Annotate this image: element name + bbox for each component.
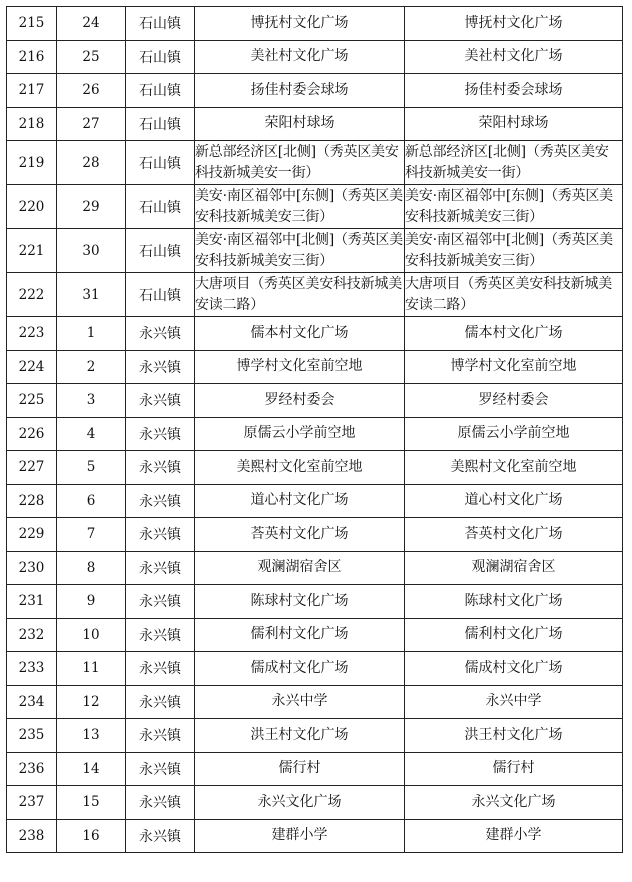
row-number-cell: 10 xyxy=(57,618,126,652)
row-number-cell: 9 xyxy=(57,585,126,619)
table-row xyxy=(7,317,623,351)
location-cell: 博学村文化室前空地 xyxy=(195,350,405,384)
town-cell: 永兴镇 xyxy=(126,518,195,552)
table-row xyxy=(7,518,623,552)
row-index-cell: 234 xyxy=(7,685,57,719)
row-index-cell: 215 xyxy=(7,7,57,41)
location-detail-cell: 扬佳村委会球场 xyxy=(405,74,623,108)
location-detail-cell: 儒成村文化广场 xyxy=(405,652,623,686)
table-row xyxy=(7,685,623,719)
location-detail-cell: 美安·南区福邻中[北侧]（秀英区美安科技新城美安三街） xyxy=(405,229,623,273)
table-row xyxy=(7,384,623,418)
town-cell: 石山镇 xyxy=(126,7,195,41)
table-row xyxy=(7,74,623,108)
table-row xyxy=(7,752,623,786)
location-detail-cell: 原儒云小学前空地 xyxy=(405,417,623,451)
row-number-cell: 12 xyxy=(57,685,126,719)
town-cell: 永兴镇 xyxy=(126,786,195,820)
location-detail-cell: 荅英村文化广场 xyxy=(405,518,623,552)
row-index-cell: 235 xyxy=(7,719,57,753)
location-cell: 美社村文化广场 xyxy=(195,40,405,74)
location-detail-cell: 永兴文化广场 xyxy=(405,786,623,820)
row-number-cell: 1 xyxy=(57,317,126,351)
location-cell: 洪王村文化广场 xyxy=(195,719,405,753)
location-cell: 原儒云小学前空地 xyxy=(195,417,405,451)
table-row xyxy=(7,618,623,652)
location-cell: 儒行村 xyxy=(195,752,405,786)
row-index-cell: 228 xyxy=(7,484,57,518)
row-number-cell: 27 xyxy=(57,107,126,141)
row-index-cell: 232 xyxy=(7,618,57,652)
table-row xyxy=(7,451,623,485)
table-row xyxy=(7,40,623,74)
table-row xyxy=(7,185,623,229)
row-index-cell: 238 xyxy=(7,819,57,853)
row-number-cell: 15 xyxy=(57,786,126,820)
row-number-cell: 3 xyxy=(57,384,126,418)
table-row xyxy=(7,141,623,185)
location-detail-cell: 建群小学 xyxy=(405,819,623,853)
row-index-cell: 225 xyxy=(7,384,57,418)
location-detail-cell: 博抚村文化广场 xyxy=(405,7,623,41)
row-index-cell: 237 xyxy=(7,786,57,820)
row-index-cell: 224 xyxy=(7,350,57,384)
town-cell: 永兴镇 xyxy=(126,719,195,753)
table-row xyxy=(7,484,623,518)
town-cell: 永兴镇 xyxy=(126,384,195,418)
location-cell: 永兴文化广场 xyxy=(195,786,405,820)
row-number-cell: 16 xyxy=(57,819,126,853)
row-index-cell: 236 xyxy=(7,752,57,786)
location-cell: 荅英村文化广场 xyxy=(195,518,405,552)
location-cell: 博抚村文化广场 xyxy=(195,7,405,41)
row-number-cell: 5 xyxy=(57,451,126,485)
row-number-cell: 25 xyxy=(57,40,126,74)
location-detail-cell: 洪王村文化广场 xyxy=(405,719,623,753)
town-cell: 永兴镇 xyxy=(126,451,195,485)
location-detail-cell: 美熙村文化室前空地 xyxy=(405,451,623,485)
location-detail-cell: 罗经村委会 xyxy=(405,384,623,418)
town-cell: 永兴镇 xyxy=(126,685,195,719)
row-number-cell: 26 xyxy=(57,74,126,108)
location-cell: 美熙村文化室前空地 xyxy=(195,451,405,485)
town-cell: 石山镇 xyxy=(126,185,195,229)
row-number-cell: 8 xyxy=(57,551,126,585)
row-index-cell: 229 xyxy=(7,518,57,552)
row-index-cell: 219 xyxy=(7,141,57,185)
row-index-cell: 217 xyxy=(7,74,57,108)
row-index-cell: 222 xyxy=(7,273,57,317)
table-row xyxy=(7,273,623,317)
row-index-cell: 231 xyxy=(7,585,57,619)
town-cell: 永兴镇 xyxy=(126,417,195,451)
location-detail-cell: 永兴中学 xyxy=(405,685,623,719)
town-cell: 石山镇 xyxy=(126,141,195,185)
town-cell: 永兴镇 xyxy=(126,317,195,351)
table-row xyxy=(7,551,623,585)
row-index-cell: 218 xyxy=(7,107,57,141)
row-index-cell: 216 xyxy=(7,40,57,74)
table-row xyxy=(7,652,623,686)
table-row xyxy=(7,7,623,41)
row-number-cell: 7 xyxy=(57,518,126,552)
location-cell: 儒本村文化广场 xyxy=(195,317,405,351)
table-row xyxy=(7,585,623,619)
row-index-cell: 221 xyxy=(7,229,57,273)
location-detail-cell: 儒行村 xyxy=(405,752,623,786)
row-index-cell: 230 xyxy=(7,551,57,585)
location-cell: 儒成村文化广场 xyxy=(195,652,405,686)
row-number-cell: 14 xyxy=(57,752,126,786)
table-row xyxy=(7,819,623,853)
location-detail-cell: 道心村文化广场 xyxy=(405,484,623,518)
row-number-cell: 29 xyxy=(57,185,126,229)
town-cell: 永兴镇 xyxy=(126,819,195,853)
location-cell: 扬佳村委会球场 xyxy=(195,74,405,108)
location-cell: 大唐项目（秀英区美安科技新城美安读二路） xyxy=(195,273,405,317)
row-index-cell: 226 xyxy=(7,417,57,451)
town-cell: 永兴镇 xyxy=(126,551,195,585)
location-cell: 美安·南区福邻中[东侧]（秀英区美安科技新城美安三街） xyxy=(195,185,405,229)
table-row xyxy=(7,107,623,141)
town-cell: 石山镇 xyxy=(126,74,195,108)
row-number-cell: 28 xyxy=(57,141,126,185)
location-detail-cell: 荣阳村球场 xyxy=(405,107,623,141)
location-detail-cell: 儒本村文化广场 xyxy=(405,317,623,351)
location-cell: 新总部经济区[北侧]（秀英区美安科技新城美安一街） xyxy=(195,141,405,185)
row-number-cell: 2 xyxy=(57,350,126,384)
row-number-cell: 30 xyxy=(57,229,126,273)
location-detail-cell: 大唐项目（秀英区美安科技新城美安读二路） xyxy=(405,273,623,317)
town-cell: 永兴镇 xyxy=(126,752,195,786)
location-cell: 道心村文化广场 xyxy=(195,484,405,518)
venue-table-body xyxy=(7,7,623,853)
town-cell: 石山镇 xyxy=(126,107,195,141)
location-cell: 美安·南区福邻中[北侧]（秀英区美安科技新城美安三街） xyxy=(195,229,405,273)
row-index-cell: 227 xyxy=(7,451,57,485)
row-index-cell: 220 xyxy=(7,185,57,229)
row-index-cell: 223 xyxy=(7,317,57,351)
location-detail-cell: 博学村文化室前空地 xyxy=(405,350,623,384)
town-cell: 石山镇 xyxy=(126,229,195,273)
table-row xyxy=(7,350,623,384)
location-cell: 陈球村文化广场 xyxy=(195,585,405,619)
location-detail-cell: 美安·南区福邻中[东侧]（秀英区美安科技新城美安三街） xyxy=(405,185,623,229)
row-number-cell: 11 xyxy=(57,652,126,686)
town-cell: 永兴镇 xyxy=(126,484,195,518)
location-cell: 观澜湖宿舍区 xyxy=(195,551,405,585)
row-number-cell: 31 xyxy=(57,273,126,317)
location-cell: 荣阳村球场 xyxy=(195,107,405,141)
location-detail-cell: 新总部经济区[北侧]（秀英区美安科技新城美安一街） xyxy=(405,141,623,185)
town-cell: 永兴镇 xyxy=(126,618,195,652)
town-cell: 永兴镇 xyxy=(126,652,195,686)
location-cell: 罗经村委会 xyxy=(195,384,405,418)
table-row xyxy=(7,229,623,273)
location-cell: 儒利村文化广场 xyxy=(195,618,405,652)
table-row xyxy=(7,719,623,753)
location-cell: 永兴中学 xyxy=(195,685,405,719)
location-detail-cell: 美社村文化广场 xyxy=(405,40,623,74)
row-number-cell: 4 xyxy=(57,417,126,451)
town-cell: 石山镇 xyxy=(126,273,195,317)
location-detail-cell: 陈球村文化广场 xyxy=(405,585,623,619)
table-row xyxy=(7,417,623,451)
town-cell: 永兴镇 xyxy=(126,585,195,619)
table-row xyxy=(7,786,623,820)
town-cell: 石山镇 xyxy=(126,40,195,74)
row-index-cell: 233 xyxy=(7,652,57,686)
location-detail-cell: 观澜湖宿舍区 xyxy=(405,551,623,585)
row-number-cell: 6 xyxy=(57,484,126,518)
row-number-cell: 13 xyxy=(57,719,126,753)
location-cell: 建群小学 xyxy=(195,819,405,853)
venue-table xyxy=(6,6,623,853)
location-detail-cell: 儒利村文化广场 xyxy=(405,618,623,652)
town-cell: 永兴镇 xyxy=(126,350,195,384)
row-number-cell: 24 xyxy=(57,7,126,41)
